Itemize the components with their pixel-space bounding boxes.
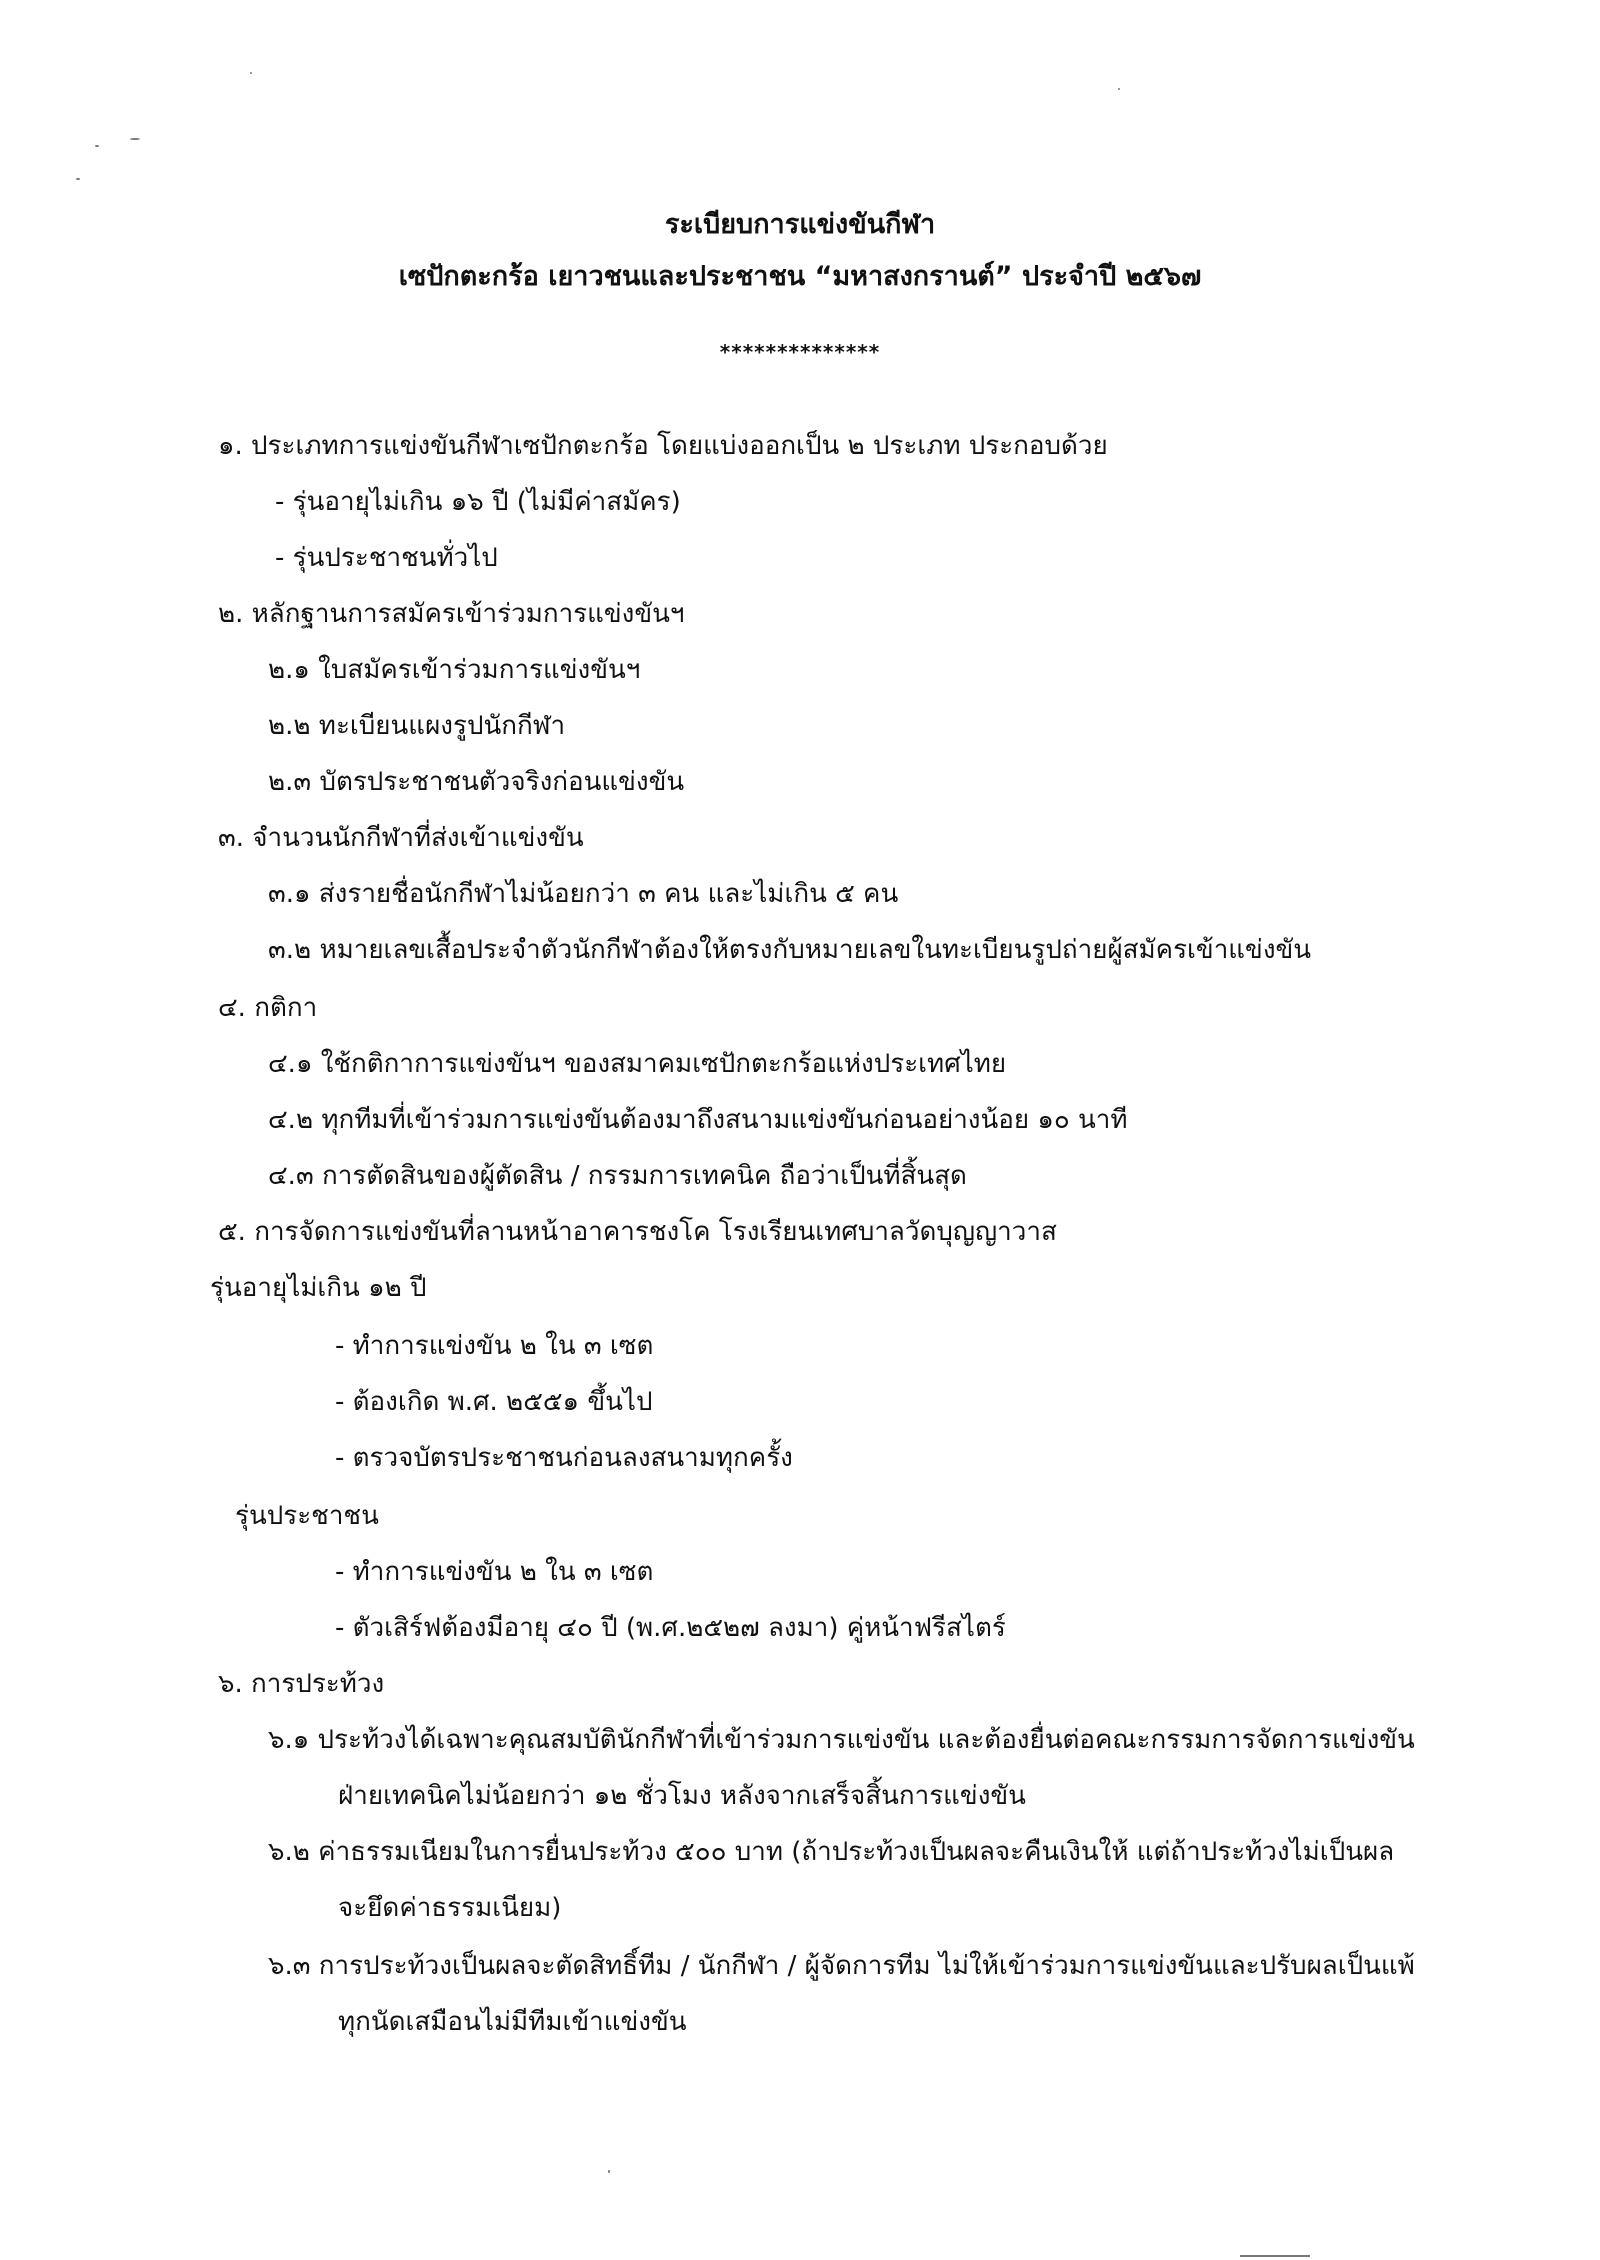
youth-category-item: - ตรวจบัตรประชาชนก่อนลงสนามทุกครั้ง (335, 1443, 793, 1473)
scan-speck (1118, 88, 1120, 90)
youth-category-heading: รุ่นอายุไม่เกิน ๑๒ ปี (210, 1273, 427, 1303)
title-separator: ************** (719, 340, 881, 364)
section-2-item: ๒.๓ บัตรประชาชนตัวจริงก่อนแข่งขัน (268, 767, 685, 797)
section-5-heading: ๕. การจัดการแข่งขันที่ลานหน้าอาคารชงโค โรงเรียนเทศบาลวัดบุญญาวาส (218, 1217, 1057, 1247)
section-4-item: ๔.๒ ทุกทีมที่เข้าร่วมการแข่งขันต้องมาถึงสนามแข่งขันก่อนอย่างน้อย ๑๐ นาที (268, 1105, 1128, 1135)
scan-speck (95, 145, 99, 147)
section-2-item: ๒.๑ ใบสมัครเข้าร่วมการแข่งขันฯ (268, 655, 641, 685)
section-6-heading: ๖. การประท้วง (218, 1669, 385, 1699)
scan-speck (250, 72, 252, 74)
scan-speck (76, 178, 80, 180)
section-1-item: - รุ่นอายุไม่เกิน ๑๖ ปี (ไม่มีค่าสมัคร) (275, 487, 681, 517)
public-category-item: - ตัวเสิร์ฟต้องมีอายุ ๔๐ ปี (พ.ศ.๒๕๒๗ ลงมา) คู่หน้าฟรีสไตร์ (335, 1613, 1006, 1643)
document-title: ระเบียบการแข่งขันกีฬา (664, 209, 936, 240)
section-3-item: ๓.๑ ส่งรายชื่อนักกีฬาไม่น้อยกว่า ๓ คน และไม่เกิน ๕ คน (268, 879, 899, 909)
document-subtitle: เซปักตะกร้อ เยาวชนและประชาชน “มหาสงกรานต์” ประจำปี ๒๕๖๗ (398, 261, 1202, 292)
scan-speck (608, 2170, 610, 2173)
section-2-item: ๒.๒ ทะเบียนแผงรูปนักกีฬา (268, 711, 566, 741)
section-1-item: - รุ่นประชาชนทั่วไป (275, 543, 498, 573)
youth-category-item: - ต้องเกิด พ.ศ. ๒๕๕๑ ขึ้นไป (335, 1387, 653, 1417)
section-6-item-continuation: ฝ่ายเทคนิคไม่น้อยกว่า ๑๒ ชั่วโมง หลังจากเสร็จสิ้นการแข่งขัน (338, 1781, 1026, 1811)
section-4-heading: ๔. กติกา (218, 993, 318, 1023)
section-1-heading: ๑. ประเภทการแข่งขันกีฬาเซปักตะกร้อ โดยแบ่งออกเป็น ๒ ประเภท ประกอบด้วย (218, 431, 1108, 461)
section-3-heading: ๓. จำนวนนักกีฬาที่ส่งเข้าแข่งขัน (218, 823, 584, 853)
section-4-item: ๔.๑ ใช้กติกาการแข่งขันฯ ของสมาคมเซปักตะกร้อแห่งประเทศไทย (268, 1049, 1007, 1079)
section-2-heading: ๒. หลักฐานการสมัครเข้าร่วมการแข่งขันฯ (218, 599, 685, 629)
section-6-item-continuation: จะยึดค่าธรรมเนียม) (338, 1893, 562, 1923)
section-3-item: ๓.๒ หมายเลขเสื้อประจำตัวนักกีฬาต้องให้ตรงกับหมายเลขในทะเบียนรูปถ่ายผู้สมัครเข้าแข่งขัน (268, 935, 1312, 965)
section-6-item-continuation: ทุกนัดเสมือนไม่มีทีมเข้าแข่งขัน (338, 2007, 687, 2037)
section-6-item: ๖.๓ การประท้วงเป็นผลจะตัดสิทธิ์ทีม / นักกีฬา / ผู้จัดการทีม ไม่ให้เข้าร่วมการแข่งขันและปรับผลเป็นแพ้ (268, 1951, 1415, 1981)
scan-speck (1240, 2255, 1310, 2257)
section-6-item: ๖.๒ ค่าธรรมเนียมในการยื่นประท้วง ๕๐๐ บาท (ถ้าประท้วงเป็นผลจะคืนเงินให้ แต่ถ้าประท้วงไม่เป็นผล (268, 1837, 1395, 1867)
public-category-heading: รุ่นประชาชน (235, 1501, 379, 1531)
youth-category-item: - ทำการแข่งขัน ๒ ใน ๓ เซต (335, 1331, 654, 1361)
public-category-item: - ทำการแข่งขัน ๒ ใน ๓ เซต (335, 1557, 654, 1587)
scan-speck (130, 138, 140, 140)
section-6-item: ๖.๑ ประท้วงได้เฉพาะคุณสมบัตินักกีฬาที่เข้าร่วมการแข่งขัน และต้องยื่นต่อคณะกรรมการจัดการแข่งขัน (268, 1725, 1415, 1755)
section-4-item: ๔.๓ การตัดสินของผู้ตัดสิน / กรรมการเทคนิค ถือว่าเป็นที่สิ้นสุด (268, 1161, 967, 1191)
